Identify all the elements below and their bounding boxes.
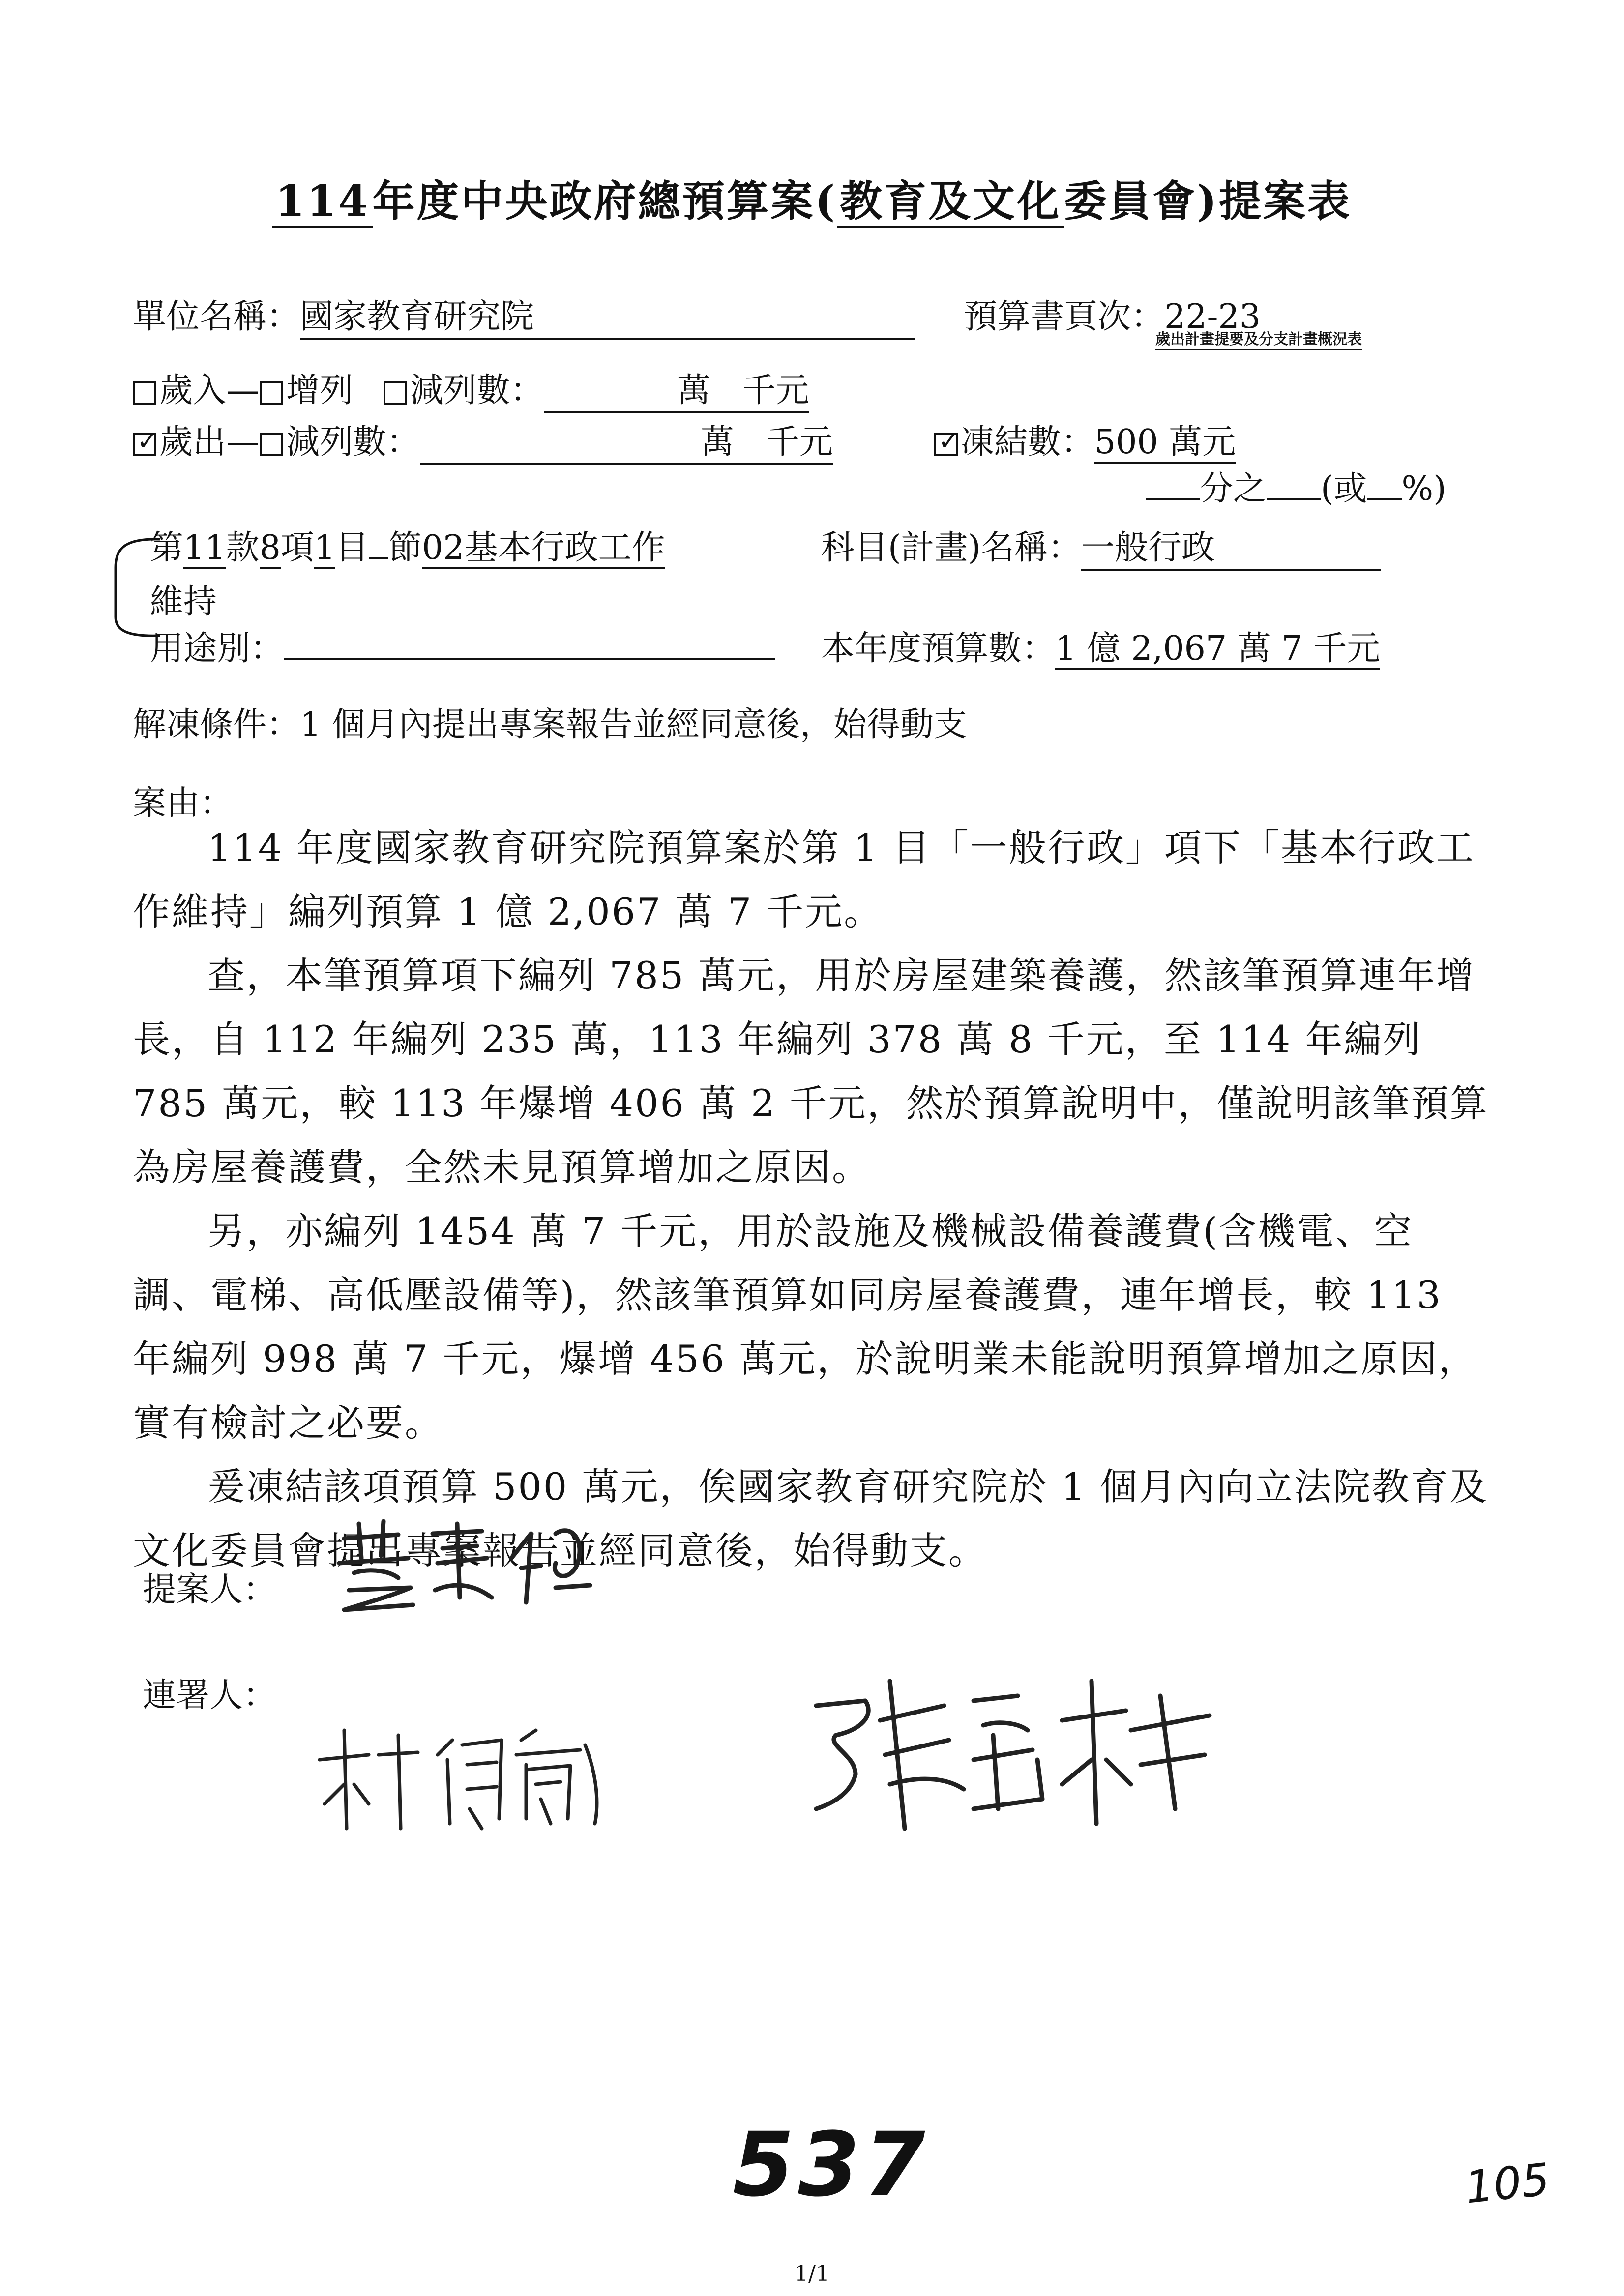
annual-budget-value: 1 億 2,067 萬 7 千元 <box>1055 629 1380 670</box>
revenue-increase-label: 增列 <box>286 371 354 410</box>
title-text-2: 委員會 <box>1064 176 1197 226</box>
revenue-decrease-label: 減列數： <box>410 371 544 410</box>
title-text-1: 年度中央政府總預算案( <box>372 176 837 226</box>
mu-label: 目 <box>335 528 369 567</box>
revenue-amount: 萬 千元 <box>544 364 809 413</box>
subject-value: 一般行政 <box>1081 521 1381 571</box>
paragraph-3: 另，亦編列 1454 萬 7 千元，用於設施及機械設備養護費(含機電、空調、電梯、高低壓設備等)，然該筆預算如同房屋養護費，連年增長，較 113 年編列 998 萬 7 千元，爆增 456 萬元，於說明業未能說明預算增加之原因，實有檢討之必要。 <box>133 1209 1477 1445</box>
revenue-decrease-checkbox[interactable] <box>384 381 407 405</box>
revenue-label: 歲入— <box>159 371 260 410</box>
title-text-3: )提案表 <box>1197 176 1352 226</box>
revenue-row <box>133 364 809 413</box>
jie-label: 節 <box>388 528 422 567</box>
fraction-text-1: 分之 <box>1200 469 1267 508</box>
footer-page: 1/1 <box>795 2261 829 2286</box>
handwritten-page-number: 105 <box>1462 2153 1552 2214</box>
budget-page-value: 22-23 <box>1164 297 1261 336</box>
di-label: 第 <box>150 528 184 567</box>
expense-decrease-checkbox[interactable] <box>260 433 283 456</box>
reason-label: 案由： <box>133 784 234 823</box>
expense-amount: 萬 千元 <box>420 415 833 465</box>
annual-budget-label: 本年度預算數： <box>821 629 1056 668</box>
mu-number: 1 <box>314 528 335 569</box>
kuan-number: 11 <box>183 528 226 569</box>
usage-label: 用途別： <box>150 629 284 668</box>
subject-name-row <box>821 521 1381 571</box>
revenue-increase-checkbox[interactable] <box>260 381 283 405</box>
unit-value: 國家教育研究院 <box>300 290 915 340</box>
xiang-number: 8 <box>260 528 281 569</box>
revenue-checkbox[interactable] <box>133 381 156 405</box>
title-committee: 教育及文化 <box>837 176 1064 228</box>
cosigner-signature-1 <box>305 1711 620 1838</box>
freeze-checkbox[interactable] <box>934 433 958 456</box>
fraction-blank-3[interactable] <box>1367 473 1402 500</box>
unfreeze-condition: 解凍條件：1 個月內提出專案報告並經同意後，始得動支 <box>133 705 967 744</box>
budget-page-label: 預算書頁次： <box>964 297 1165 336</box>
paragraph-4: 爰凍結該項預算 500 萬元，俟國家教育研究院於 1 個月內向立法院教育及文化委員會提出專案報告並經同意後，始得動支。 <box>133 1465 1489 1572</box>
proposer-signature <box>325 1504 600 1617</box>
fraction-blank-1[interactable] <box>1146 473 1200 500</box>
unit-row <box>133 290 915 340</box>
usage-row <box>150 622 775 669</box>
reason-body <box>133 816 1490 1583</box>
budget-page-note: 歲出計畫提要及分支計畫概況表 <box>1155 327 1362 350</box>
jie-blank[interactable] <box>369 532 388 559</box>
proposer-label: 提案人： <box>143 1570 277 1609</box>
subject-row <box>150 521 665 569</box>
expense-decrease-label: 減列數： <box>286 423 420 462</box>
plan-name-cont: 維持 <box>150 582 217 621</box>
cosigner-signature-2 <box>787 1661 1219 1838</box>
annual-budget-row <box>821 622 1380 669</box>
fraction-text-2: (或 <box>1321 469 1367 508</box>
subject-label: 科目(計畫)名稱： <box>821 528 1082 567</box>
freeze-label: 凍結數： <box>961 423 1095 462</box>
form-title <box>0 167 1624 228</box>
paragraph-1: 114 年度國家教育研究院預算案於第 1 目「一般行政」項下「基本行政工作維持」編列預算 1 億 2,067 萬 7 千元。 <box>133 826 1475 933</box>
kuan-label: 款 <box>226 528 260 567</box>
plan-name: 基本行政工作 <box>465 528 665 569</box>
usage-blank[interactable] <box>284 633 775 660</box>
xiang-label: 項 <box>280 528 314 567</box>
jie-number: 02 <box>422 528 465 569</box>
title-year: 114 <box>272 176 373 228</box>
cosigner-label: 連署人： <box>143 1676 277 1715</box>
expense-checkbox[interactable] <box>133 433 156 456</box>
freeze-row <box>934 415 1236 463</box>
paragraph-2: 查，本筆預算項下編列 785 萬元，用於房屋建築養護，然該筆預算連年增長，自 112 年編列 235 萬，113 年編列 378 萬 8 千元，至 114 年編列 785 萬元，較 113 年爆增 406 萬 2 千元，然於預算說明中，僅說明該筆預算為房屋養護費，全然未見預算增加之原因。 <box>133 954 1489 1189</box>
unit-label: 單位名稱： <box>133 297 300 336</box>
expense-label: 歲出— <box>159 423 260 462</box>
expense-row <box>133 415 833 465</box>
freeze-value: 500 萬元 <box>1094 423 1236 464</box>
fraction-row <box>1146 462 1447 510</box>
fraction-text-3: %) <box>1401 469 1447 508</box>
fraction-blank-2[interactable] <box>1267 473 1321 500</box>
handwritten-number: 537 <box>733 2114 929 2216</box>
